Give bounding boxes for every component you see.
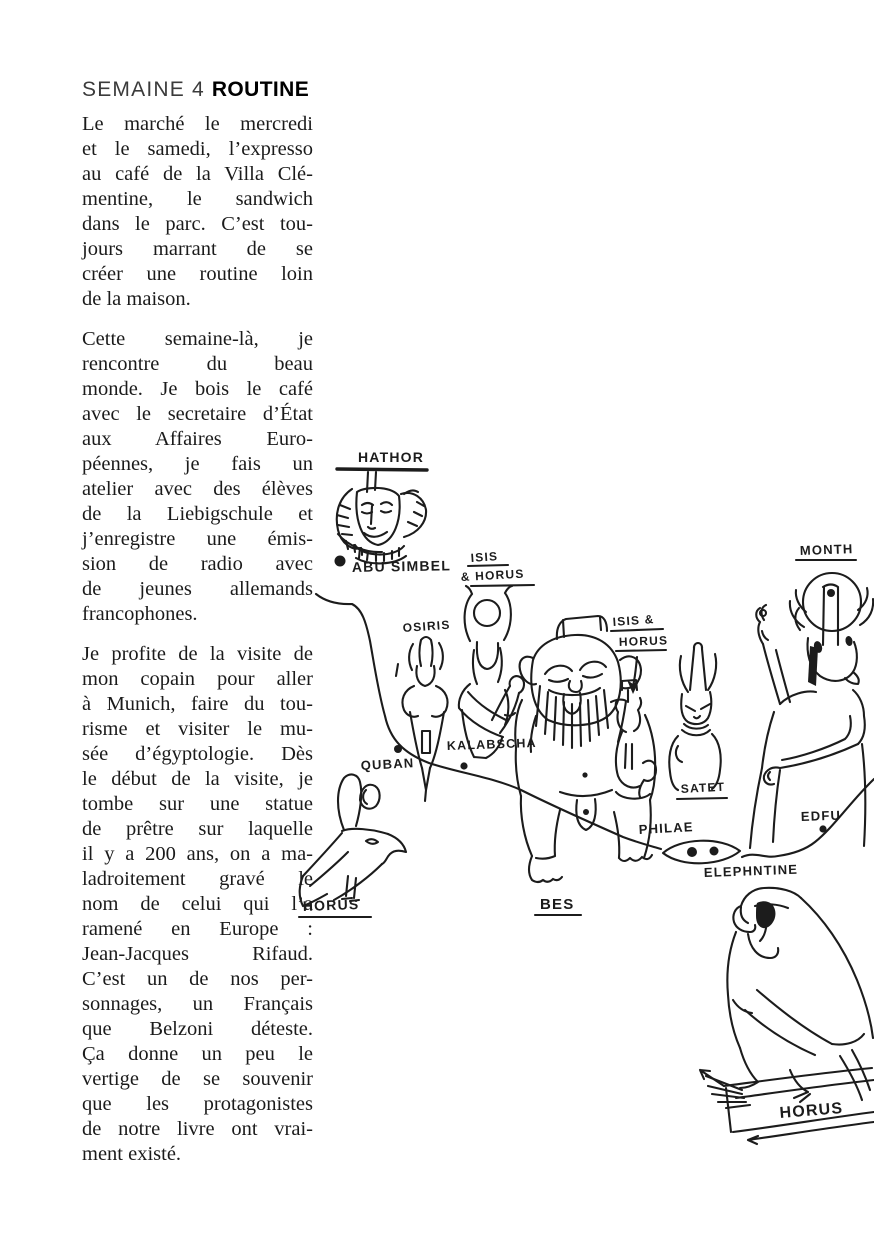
abu-simbel-dot [335,556,346,567]
text-line: Ça donne un peu le [82,1043,313,1065]
text-line: de jeunes allemands [82,578,313,600]
text-line: que les protagonistes [82,1093,313,1115]
abu-simbel-marker [335,556,452,575]
text-line: à Munich, faire du tou- [82,693,313,715]
month-label: MONTH [799,541,854,558]
horus-left-figure [299,775,406,917]
text-line: aux Affaires Euro- [82,428,313,450]
text-line: atelier avec des élèves [82,478,313,500]
quban-label: QUBAN [360,755,415,773]
text-line: créer une routine loin [82,263,313,285]
text-line: sion de radio avec [82,553,313,575]
text-line: que Belzoni déteste. [82,1018,313,1040]
osiris-label: OSIRIS [402,617,451,635]
svg-text:& HORUS: & HORUS [460,566,525,584]
text-line: Jean-Jacques Rifaud. [82,943,313,965]
hathor-figure [337,449,427,563]
text-line: de la Liebigschule et [82,503,313,525]
text-line: francophones. [82,603,198,625]
bes-figure [515,616,655,915]
kalabscha-label: KALABSCHA [446,735,538,753]
osiris-figure [396,618,451,801]
text-line: et le samedi, l’expresso [82,138,313,160]
satet-label: SATET [680,779,726,796]
text-line: Cette semaine-là, je [82,328,313,350]
text-line: tombe sur une statue [82,793,313,815]
horus-statue-label: HORUS [778,1100,844,1122]
kalabscha-dot [460,762,467,769]
text-line: mon copain pour aller [82,668,313,690]
elephantine-label: ELEPHNTINE [703,861,799,880]
isis-horus-mid [611,612,668,799]
text-line: C’est un de nos per- [82,968,313,990]
horus-statue-figure [700,888,874,1144]
text-line: péennes, je fais un [82,453,313,475]
text-line: ment existé. [82,1143,182,1165]
abu-simbel-label: ABU SIMBEL [351,557,452,575]
kalabscha-marker [447,736,537,770]
edfu-dot [819,825,826,832]
text-line: de notre livre ont vrai- [82,1118,313,1140]
quban-dot [394,745,402,753]
horus-left-label: HORUS [302,896,360,914]
text-line: risme et visiter le mu- [82,718,313,740]
quban-marker [360,745,414,773]
philae-label: PHILAE [638,819,694,837]
hathor-label: HATHOR [358,449,425,465]
text-line: de la maison. [82,288,191,310]
svg-text:ISIS: ISIS [470,549,499,565]
section-title: ROUTINE [211,78,310,101]
svg-text:HORUS: HORUS [618,633,669,649]
text-line: mentine, le sandwich [82,188,313,210]
text-line: rencontre du beau [82,353,313,375]
text-line: dans le parc. C’est tou- [82,213,313,235]
month-figure [750,541,873,848]
isis-horus-top-label [460,549,534,586]
bes-label: BES [540,896,575,913]
edfu-label: EDFU [800,807,842,824]
text-line: vertige de se souvenir [82,1068,313,1090]
text-line: ladroitement gravé le [82,868,313,890]
text-line: Le marché le mercredi [82,113,313,135]
text-line: le début de la visite, je [82,768,313,790]
text-line: avec le secretaire d’État [82,403,313,425]
section-week-label: SEMAINE 4 [82,78,205,101]
text-line: de prêtre sur laquelle [82,818,313,840]
svg-text:ISIS &: ISIS & [612,612,655,629]
text-line: il y a 200 ans, on a ma- [82,843,313,865]
text-line: j’enregistre une émis- [82,528,313,550]
edfu-marker [801,808,842,833]
text-line: nom de celui qui l’a [82,893,313,915]
text-line: ramené en Europe : [82,918,313,940]
text-line: sée d’égyptologie. Dès [82,743,313,765]
text-line: jours marrant de se [82,238,313,260]
text-line: Je profite de la visite de [82,643,313,665]
text-line: sonnages, un Français [82,993,313,1015]
text-line: au café de la Villa Clé- [82,163,313,185]
text-line: monde. Je bois le café [82,378,313,400]
satet-figure [669,643,727,799]
